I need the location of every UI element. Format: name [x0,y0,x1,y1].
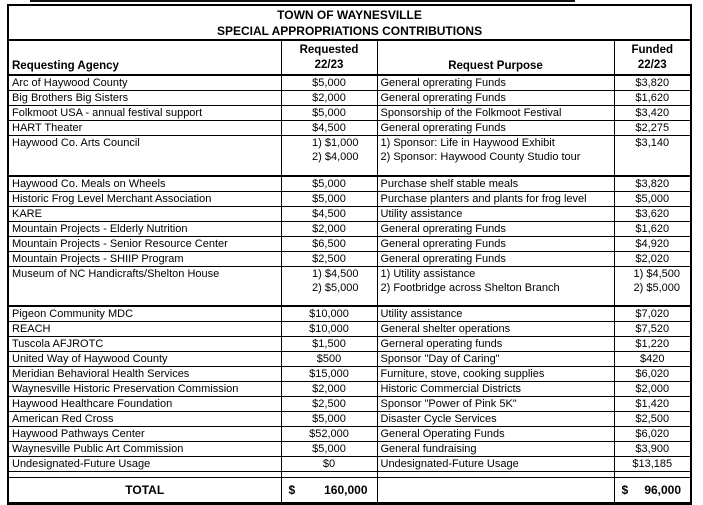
requested-cell-line: $2,000 [312,383,346,395]
total-funded-amount: 96,000 [644,483,682,497]
table-row [8,306,691,322]
purpose-cell-line: Purchase shelf stable meals [380,177,519,190]
agency-cell [8,457,281,472]
funded-cell-line: $4,920 [635,237,670,250]
funded-cell [614,397,691,412]
agency-cell-line: Pigeon Community MDC [12,308,134,320]
purpose-cell [377,136,614,176]
purpose-cell [377,251,614,266]
funded-cell-line: 1) $4,500 [633,267,681,280]
agency-cell [8,367,281,382]
header-requested [281,40,377,75]
purpose-cell [377,221,614,236]
agency-cell-line: United Way of Haywood County [12,353,168,365]
funded-cell [614,121,691,136]
funded-cell-line: $6,020 [635,428,670,440]
agency-cell [8,191,281,206]
requested-cell [281,427,377,442]
agency-cell [8,306,281,322]
funded-cell-line: $1,420 [635,398,670,410]
agency-cell [8,136,281,176]
funded-cell-line: $3,420 [635,107,670,119]
funded-cell [614,457,691,472]
agency-cell-line: Mountain Projects - Senior Resource Center [12,237,228,250]
agency-cell [8,397,281,412]
table-row [8,136,691,176]
purpose-cell-line: Purchase planters and plants for frog level [380,192,587,205]
requested-cell [281,221,377,236]
requested-cell-line: $52,000 [309,428,349,440]
agency-cell-line: REACH [12,323,51,335]
total-funded-cell [614,478,691,504]
requested-cell-line: $2,500 [312,398,346,410]
funded-cell-line: $6,020 [635,368,670,380]
header-requesting-agency: Requesting Agency [8,40,281,75]
funded-cell-line: $13,185 [632,458,673,470]
purpose-cell-line: Utility assistance [380,207,463,220]
table-row [8,442,691,457]
table-row [8,352,691,367]
requested-cell-line: $6,500 [312,237,346,250]
requested-cell-line: $1,500 [312,338,346,350]
table-row [8,91,691,106]
funded-cell-line: $3,140 [635,137,670,149]
purpose-cell [377,382,614,397]
purpose-cell [377,352,614,367]
funded-cell [614,442,691,457]
purpose-cell [377,397,614,412]
purpose-cell [377,322,614,337]
funded-cell-line: $2,020 [635,252,670,265]
agency-cell [8,442,281,457]
requested-cell [281,306,377,322]
funded-cell [614,382,691,397]
appropriations-table [7,4,690,505]
purpose-cell [377,75,614,91]
funded-cell-line: $3,900 [635,443,670,455]
purpose-cell [377,106,614,121]
purpose-cell-line: Undesignated-Future Usage [380,458,519,470]
agency-cell-line: KARE [12,207,42,220]
requested-cell-line: $5,000 [312,443,346,455]
requested-cell [281,367,377,382]
scan-edge-artifact [30,0,575,2]
table-row [8,106,691,121]
table-header-row [8,40,691,75]
agency-cell-line: Tuscola AFJROTC [12,338,104,350]
purpose-cell [377,191,614,206]
funded-cell-line: 2) $5,000 [633,281,681,294]
table-row [8,397,691,412]
funded-cell [614,176,691,192]
purpose-cell [377,367,614,382]
table-row [8,75,691,91]
agency-cell-line: Undesignated-Future Usage [12,458,151,470]
title-line-1: TOWN OF WAYNESVILLE [277,7,422,22]
requested-cell-line: $0 [322,458,336,470]
funded-cell [614,367,691,382]
requested-cell [281,191,377,206]
table-row [8,176,691,192]
header-requested-line1: Requested [299,43,359,56]
agency-cell [8,427,281,442]
agency-cell-line: Waynesville Public Art Commission [12,443,184,455]
agency-cell [8,382,281,397]
purpose-cell [377,457,614,472]
requested-cell-line: $5,000 [312,77,346,89]
purpose-cell [377,236,614,251]
agency-cell-line: Mountain Projects - Elderly Nutrition [12,222,188,235]
purpose-cell [377,176,614,192]
purpose-cell [377,306,614,322]
total-label: TOTAL [8,478,281,504]
requested-cell [281,91,377,106]
purpose-cell [377,266,614,306]
requested-cell-line: $4,500 [312,207,346,220]
purpose-cell-line: Disaster Cycle Services [380,413,497,425]
purpose-cell-line: General oprerating Funds [380,237,506,250]
funded-cell [614,322,691,337]
purpose-cell-line: Sponsor "Power of Pink 5K" [380,398,517,410]
agency-cell-line: Haywood Pathways Center [12,428,145,440]
requested-cell-line: $5,000 [312,107,346,119]
requested-cell [281,136,377,176]
requested-cell-line: $500 [316,353,342,365]
agency-cell [8,251,281,266]
funded-cell-line: $7,520 [635,323,670,335]
requested-cell [281,121,377,136]
table-title-row [8,5,691,40]
funded-cell [614,337,691,352]
agency-cell [8,75,281,91]
funded-cell [614,412,691,427]
requested-cell [281,337,377,352]
agency-cell-line: Haywood Healthcare Foundation [12,398,173,410]
requested-cell-line: 1) $4,500 [312,267,359,280]
table-title [8,5,691,40]
table-row [8,191,691,206]
requested-cell [281,322,377,337]
table-row [8,337,691,352]
total-funded-currency: $ [621,483,629,497]
total-purpose-cell [377,478,614,504]
purpose-cell [377,427,614,442]
requested-cell [281,236,377,251]
purpose-cell-line: Gerneral operating funds [380,338,503,350]
table-row [8,322,691,337]
purpose-cell-line: 1) Sponsor: Life in Haywood Exhibit [380,137,555,149]
agency-cell-line: Meridian Behavioral Health Services [12,368,190,380]
requested-cell [281,382,377,397]
requested-cell [281,251,377,266]
funded-cell-line: $420 [640,353,665,365]
agency-cell [8,121,281,136]
funded-cell [614,427,691,442]
requested-cell [281,352,377,367]
requested-cell [281,75,377,91]
table-row [8,236,691,251]
agency-cell [8,176,281,192]
funded-cell-line: $3,820 [635,77,670,89]
table-row [8,382,691,397]
funded-cell [614,91,691,106]
funded-cell-line: $1,620 [635,92,670,104]
purpose-cell [377,121,614,136]
funded-cell [614,266,691,306]
agency-cell [8,91,281,106]
purpose-cell [377,442,614,457]
purpose-cell [377,206,614,221]
agency-cell [8,206,281,221]
requested-cell-line: $2,000 [312,222,346,235]
agency-cell [8,412,281,427]
funded-cell [614,352,691,367]
funded-cell [614,236,691,251]
requested-cell [281,176,377,192]
purpose-cell [377,337,614,352]
funded-cell-line: $3,820 [635,177,670,190]
table-row [8,221,691,236]
purpose-cell-line: Utility assistance [380,308,463,320]
funded-cell [614,75,691,91]
agency-cell-line: Historic Frog Level Merchant Association [12,192,212,205]
purpose-cell-line: Historic Commercial Districts [380,383,522,395]
funded-cell [614,191,691,206]
total-row [8,478,691,504]
funded-cell-line: $3,620 [635,207,670,220]
requested-cell-line: $5,000 [312,413,346,425]
funded-cell-line: $2,000 [635,383,670,395]
agency-cell-line: Big Brothers Big Sisters [12,92,129,104]
funded-cell [614,221,691,236]
requested-cell-line: 2) $4,000 [312,151,359,163]
agency-cell [8,221,281,236]
purpose-cell-line: 1) Utility assistance [380,267,476,280]
requested-cell-line: $5,000 [312,192,346,205]
requested-cell-line: $15,000 [309,368,349,380]
title-line-2: SPECIAL APPROPRIATIONS CONTRIBUTIONS [216,23,483,38]
agency-cell [8,322,281,337]
agency-cell [8,352,281,367]
requested-cell-line: $10,000 [309,308,349,320]
agency-cell [8,236,281,251]
requested-cell-line: $5,000 [312,177,346,190]
funded-cell-line: $2,275 [635,122,670,134]
agency-cell-line: Museum of NC Handicrafts/Shelton House [12,267,220,280]
agency-cell-line: Waynesville Historic Preservation Commission [12,383,239,395]
purpose-cell-line: General oprerating Funds [380,77,506,89]
purpose-cell-line: General oprerating Funds [380,122,506,134]
purpose-cell [377,412,614,427]
funded-cell [614,306,691,322]
header-funded [614,40,691,75]
agency-cell-line: Arc of Haywood County [12,77,128,89]
total-requested-cell [281,478,377,504]
table-row [8,206,691,221]
table-row [8,457,691,472]
requested-cell [281,106,377,121]
requested-cell-line: $2,500 [312,252,346,265]
requested-cell-line: $4,500 [312,122,346,134]
purpose-cell-line: General fundraising [380,443,477,455]
requested-cell [281,266,377,306]
purpose-cell-line: 2) Footbridge across Shelton Branch [380,281,560,294]
table-body [8,5,691,504]
table-row [8,367,691,382]
purpose-cell-line: Sponsorship of the Folkmoot Festival [380,107,562,119]
funded-cell-line: $7,020 [635,308,670,320]
requested-cell [281,457,377,472]
requested-cell [281,397,377,412]
agency-cell-line: American Red Cross [12,413,114,425]
purpose-cell-line: Sponsor "Day of Caring" [380,353,500,365]
requested-cell [281,442,377,457]
table-row [8,266,691,306]
purpose-cell-line: General oprerating Funds [380,252,506,265]
funded-cell [614,206,691,221]
purpose-cell-line: General oprerating Funds [380,222,506,235]
agency-cell [8,337,281,352]
agency-cell-line: Haywood Co. Meals on Wheels [12,177,166,190]
agency-cell [8,266,281,306]
purpose-cell-line: General oprerating Funds [380,92,506,104]
purpose-cell-line: 2) Sponsor: Haywood County Studio tour [380,151,581,163]
header-requested-line2: 22/23 [314,58,344,71]
funded-cell-line: $5,000 [635,192,670,205]
total-requested-amount: 160,000 [324,483,368,497]
requested-cell-line: 1) $1,000 [312,137,359,149]
requested-cell [281,412,377,427]
table-row [8,427,691,442]
purpose-cell-line: Furniture, stove, cooking supplies [380,368,545,380]
header-funded-line1: Funded [631,43,674,56]
funded-cell-line: $1,620 [635,222,670,235]
funded-cell [614,136,691,176]
table-row [8,251,691,266]
contributions-table [7,4,692,505]
funded-cell [614,251,691,266]
purpose-cell-line: General Operating Funds [380,428,505,440]
table-row [8,121,691,136]
funded-cell-line: $2,500 [635,413,670,425]
purpose-cell [377,91,614,106]
purpose-cell-line: General shelter operations [380,323,511,335]
requested-cell-line: $10,000 [309,323,349,335]
requested-cell-line: 2) $5,000 [312,281,359,294]
requested-cell-line: $2,000 [312,92,346,104]
agency-cell-line: HART Theater [12,122,83,134]
agency-cell-line: Mountain Projects - SHIIP Program [12,252,184,265]
requested-cell [281,206,377,221]
funded-cell [614,106,691,121]
agency-cell-line: Haywood Co. Arts Council [12,137,140,149]
header-funded-line2: 22/23 [637,58,667,71]
funded-cell-line: $1,220 [635,338,670,350]
agency-cell [8,106,281,121]
agency-cell-line: Folkmoot USA - annual festival support [12,107,203,119]
table-row [8,412,691,427]
total-requested-currency: $ [288,483,296,497]
header-request-purpose: Request Purpose [377,40,614,75]
